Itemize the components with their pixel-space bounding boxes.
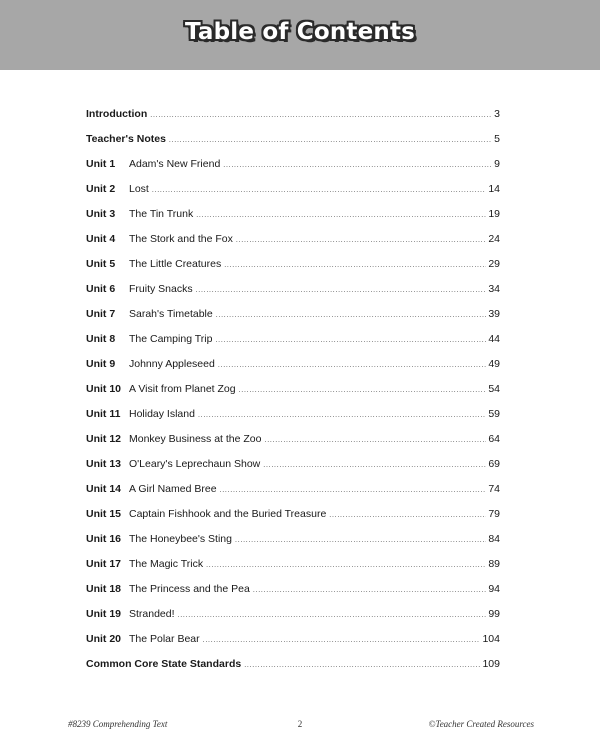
- toc-entry: [86, 533, 500, 558]
- dot-leader: [236, 233, 486, 245]
- toc-entry-title: Teacher's Notes: [86, 133, 166, 145]
- toc-unit-label: Unit 18: [86, 583, 122, 595]
- toc-unit-label: Unit 3: [86, 208, 116, 220]
- toc-entry: [86, 408, 500, 433]
- toc-page-number: 5: [494, 133, 500, 145]
- dot-leader: [223, 158, 492, 170]
- toc-entry: [86, 583, 500, 608]
- toc-page-number: 24: [488, 233, 500, 245]
- toc-entry: [86, 483, 500, 508]
- toc-page-number: 14: [488, 183, 500, 195]
- toc-entry: [86, 233, 500, 258]
- toc-entry: [86, 458, 500, 483]
- toc-page-number: 34: [488, 283, 500, 295]
- toc-entry-title: Common Core State Standards: [86, 658, 242, 670]
- toc-entry-title: The Honeybee's Sting: [129, 533, 232, 545]
- dot-leader: [203, 633, 481, 645]
- toc-entry: [86, 558, 500, 583]
- dot-leader: [235, 533, 486, 545]
- dot-leader: [215, 333, 486, 345]
- toc-page-number: 84: [488, 533, 500, 545]
- footer-page-number: 2: [297, 719, 303, 729]
- toc-entry-title: Johnny Appleseed: [129, 358, 215, 370]
- toc-entry-title: Holiday Island: [129, 408, 195, 420]
- toc-entry-title: The Princess and the Pea: [129, 583, 250, 595]
- footer-book-title: #8239 Comprehending Text: [68, 719, 168, 729]
- toc-page-number: 29: [488, 258, 500, 270]
- toc-page-number: 89: [488, 558, 500, 570]
- dot-leader: [196, 283, 487, 295]
- toc-page-number: 64: [488, 433, 500, 445]
- toc-entry: [86, 258, 500, 283]
- page-title: Table of Contents: [184, 19, 416, 45]
- toc-entry: [86, 358, 500, 383]
- toc-entry: [86, 208, 500, 233]
- dot-leader: [206, 558, 486, 570]
- toc-entry-title: The Little Creatures: [129, 258, 222, 270]
- toc-entry: [86, 508, 500, 533]
- toc-unit-label: Unit 14: [86, 483, 122, 495]
- toc-unit-label: Unit 4: [86, 233, 116, 245]
- toc-unit-label: Unit 1: [86, 158, 116, 170]
- toc-entry: [86, 633, 500, 658]
- toc-entry-title: Sarah's Timetable: [129, 308, 213, 320]
- toc-entry: [86, 433, 500, 458]
- toc-page-number: 109: [482, 658, 500, 670]
- page-header: [0, 0, 600, 70]
- toc-entry-title: The Polar Bear: [129, 633, 200, 645]
- toc-page-number: 49: [488, 358, 500, 370]
- toc-page-number: 69: [488, 458, 500, 470]
- dot-leader: [178, 608, 487, 620]
- toc-entry-title: Stranded!: [129, 608, 175, 620]
- toc-entry-title: A Visit from Planet Zog: [129, 383, 236, 395]
- toc-entry-title: Lost: [129, 183, 149, 195]
- toc-unit-label: Unit 10: [86, 383, 122, 395]
- toc-page-number: 59: [488, 408, 500, 420]
- toc-page-number: 44: [488, 333, 500, 345]
- toc-entry: [86, 158, 500, 183]
- toc-unit-label: Unit 6: [86, 283, 116, 295]
- toc-entry: [86, 383, 500, 408]
- toc-page-number: 9: [494, 158, 500, 170]
- toc-page-number: 94: [488, 583, 500, 595]
- toc-unit-label: Unit 11: [86, 408, 121, 420]
- dot-leader: [220, 483, 487, 495]
- toc-entry-title: The Stork and the Fox: [129, 233, 233, 245]
- dot-leader: [224, 258, 486, 270]
- toc-unit-label: Unit 19: [86, 608, 122, 620]
- dot-leader: [253, 583, 486, 595]
- table-of-contents: [86, 108, 500, 683]
- dot-leader: [196, 208, 486, 220]
- toc-entry-title: The Tin Trunk: [129, 208, 194, 220]
- toc-entry: [86, 608, 500, 633]
- dot-leader: [239, 383, 487, 395]
- dot-leader: [218, 358, 486, 370]
- toc-page-number: 79: [488, 508, 500, 520]
- toc-page-number: 39: [488, 308, 500, 320]
- dot-leader: [150, 108, 492, 120]
- dot-leader: [152, 183, 486, 195]
- toc-unit-label: Unit 20: [86, 633, 122, 645]
- page-footer: [0, 719, 600, 733]
- toc-unit-label: Unit 9: [86, 358, 116, 370]
- dot-leader: [169, 133, 492, 145]
- toc-unit-label: Unit 13: [86, 458, 122, 470]
- toc-page-number: 19: [488, 208, 500, 220]
- toc-unit-label: Unit 8: [86, 333, 116, 345]
- toc-unit-label: Unit 12: [86, 433, 122, 445]
- toc-unit-label: Unit 15: [86, 508, 122, 520]
- toc-entry-title: O'Leary's Leprechaun Show: [129, 458, 261, 470]
- dot-leader: [198, 408, 486, 420]
- toc-entry-title: The Camping Trip: [129, 333, 213, 345]
- toc-unit-label: Unit 5: [86, 258, 116, 270]
- dot-leader: [244, 658, 480, 670]
- toc-entry-title: Introduction: [86, 108, 148, 120]
- toc-page-number: 99: [488, 608, 500, 620]
- dot-leader: [265, 433, 487, 445]
- toc-entry-title: Monkey Business at the Zoo: [129, 433, 262, 445]
- toc-unit-label: Unit 7: [86, 308, 116, 320]
- toc-entry: [86, 183, 500, 208]
- toc-page-number: 104: [482, 633, 500, 645]
- toc-entry-title: Adam's New Friend: [129, 158, 221, 170]
- dot-leader: [216, 308, 487, 320]
- toc-entry: [86, 108, 500, 133]
- toc-entry: [86, 283, 500, 308]
- toc-entry: [86, 658, 500, 683]
- toc-unit-label: Unit 2: [86, 183, 116, 195]
- toc-entry: [86, 133, 500, 158]
- toc-unit-label: Unit 17: [86, 558, 122, 570]
- toc-page-number: 54: [488, 383, 500, 395]
- dot-leader: [329, 508, 486, 520]
- toc-entry-title: A Girl Named Bree: [129, 483, 217, 495]
- toc-entry-title: Captain Fishhook and the Buried Treasure: [129, 508, 327, 520]
- footer-copyright: ©Teacher Created Resources: [428, 719, 534, 729]
- toc-page-number: 3: [494, 108, 500, 120]
- toc-entry-title: Fruity Snacks: [129, 283, 193, 295]
- toc-unit-label: Unit 16: [86, 533, 122, 545]
- toc-entry: [86, 308, 500, 333]
- toc-entry-title: The Magic Trick: [129, 558, 204, 570]
- toc-page-number: 74: [488, 483, 500, 495]
- dot-leader: [263, 458, 486, 470]
- toc-entry: [86, 333, 500, 358]
